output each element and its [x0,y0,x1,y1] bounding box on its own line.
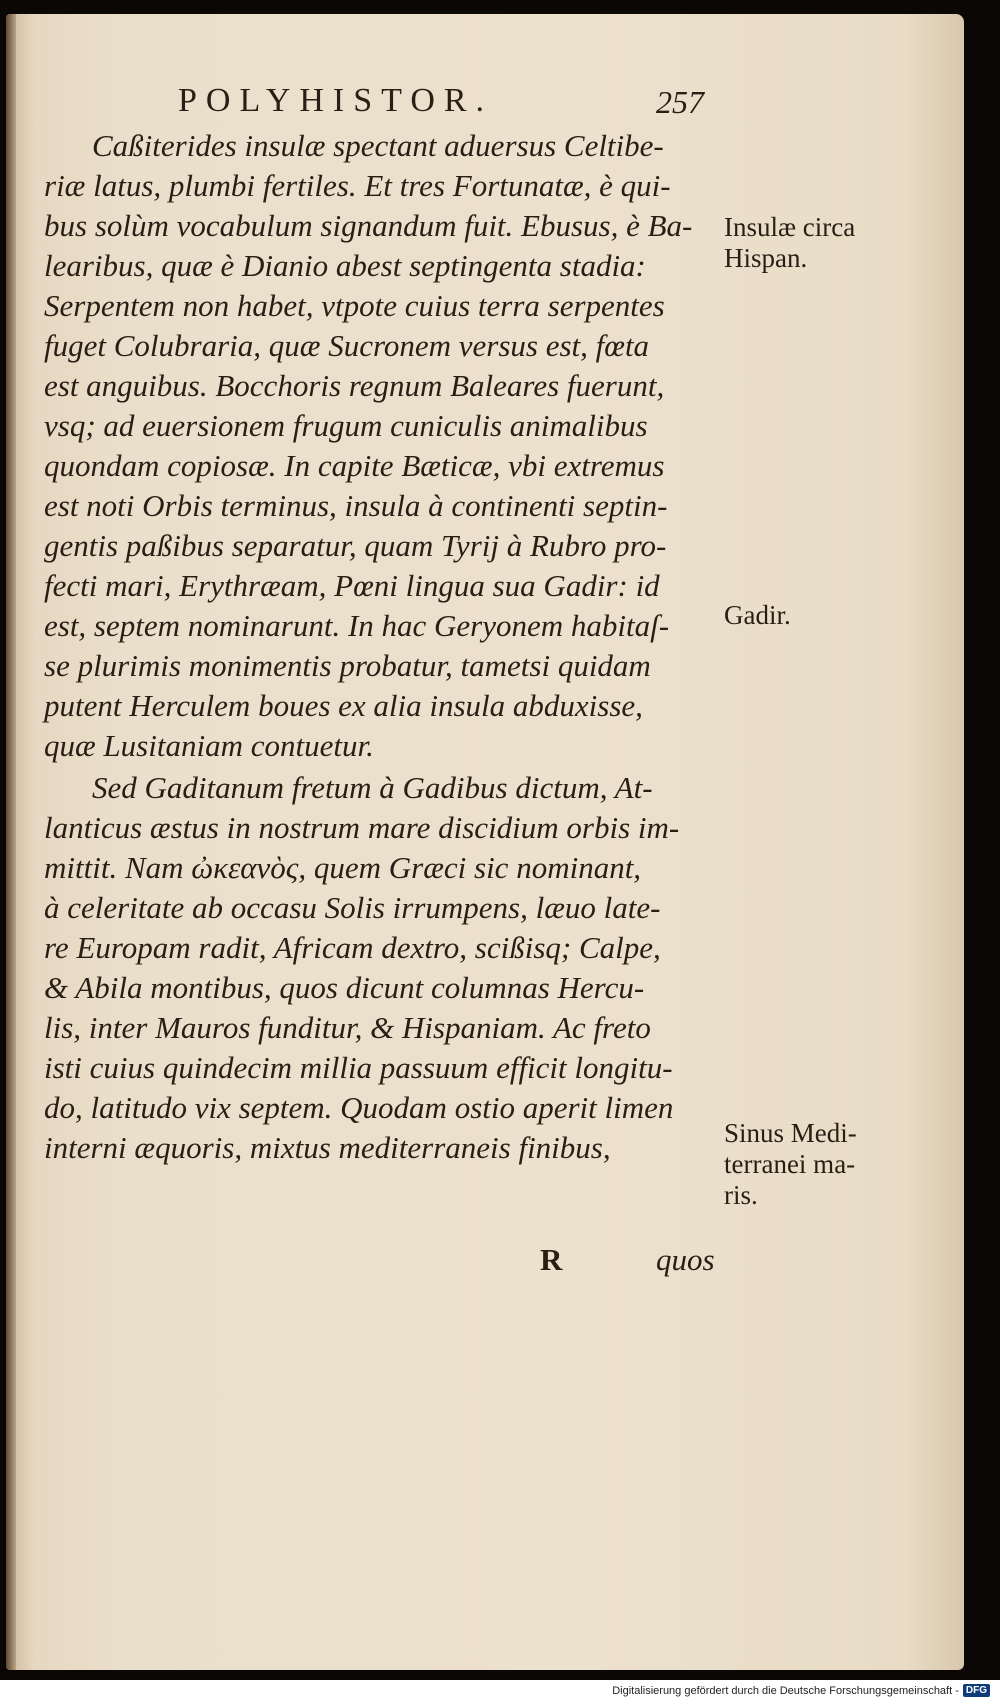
text-line: Sed Gaditanum fretum à Gadibus dictum, At- [92,770,653,805]
margin-note-gadir [724,600,791,631]
text-line: est anguibus. Bocchoris regnum Baleares fuerunt, [44,368,665,403]
running-head: POLYHISTOR. [178,82,494,119]
text-line: gentis paßibus separatur, quam Tyrij à Rubro pro- [44,528,667,563]
text-line: Serpentem non habet, vtpote cuius terra serpentes [44,288,665,323]
digitization-footer [612,1684,990,1697]
margin-note-line: ris. [724,1180,758,1210]
text-line: vsq; ad euersionem frugum cuniculis animalibus [44,408,648,443]
text-line: isti cuius quindecim millia passuum efficit longitu- [44,1050,673,1085]
text-line: lanticus æstus in nostrum mare discidium orbis im- [44,810,680,845]
page-number: 257 [656,84,704,120]
text-line: do, latitudo vix septem. Quodam ostio aperit limen [44,1090,674,1125]
text-line: riæ latus, plumbi fertiles. Et tres Fortunatæ, è qui- [44,168,671,203]
book-page [6,14,964,1670]
text-line: mittit. Nam ὠκεανὸς, quem Græci sic nominant, [44,850,642,885]
text-line: learibus, quæ è Dianio abest septingenta stadia: [44,248,646,283]
text-line: quondam copiosæ. In capite Bæticæ, vbi extremus [44,448,665,483]
text-line: se plurimis monimentis probatur, tametsi quidam [44,648,651,683]
margin-note-line: terranei ma- [724,1149,856,1179]
margin-note-line: Hispan. [724,243,808,273]
text-line: interni æquoris, mixtus mediterraneis finibus, [44,1130,611,1165]
body-text [44,126,724,1168]
dfg-logo-icon: DFG [963,1684,990,1697]
signature-mark: R [540,1242,563,1277]
footer-credit: Digitalisierung gefördert durch die Deutsche Forschungsgemeinschaft - [612,1684,959,1697]
text-line: quæ Lusitaniam contuetur. [44,728,374,763]
text-line: est, septem nominarunt. In hac Geryonem habitaſ- [44,608,670,643]
text-line: est noti Orbis terminus, insula à continenti septin- [44,488,668,523]
text-line: à celeritate ab occasu Solis irrumpens, læuo late- [44,890,661,925]
catchword: quos [656,1242,715,1277]
text-line: fuget Colubraria, quæ Sucronem versus est, fœta [44,328,650,363]
text-line: lis, inter Mauros funditur, & Hispaniam. Ac freto [44,1010,651,1045]
margin-note-sinus [724,1118,857,1211]
margin-note-insulae [724,212,855,274]
margin-note-line: Insulæ circa [724,212,856,242]
text-line: Caßiterides insulæ spectant aduersus Celtibe- [92,128,664,163]
text-line: & Abila montibus, quos dicunt columnas Hercu- [44,970,645,1005]
margin-note-line: Gadir. [724,600,791,630]
text-line: fecti mari, Erythræam, Pœni lingua sua Gadir: id [44,568,660,603]
text-line: putent Herculem boues ex alia insula abduxisse, [44,688,643,723]
text-line: re Europam radit, Africam dextro, scißisq; Calpe, [44,930,661,965]
catchword-row [44,1242,724,1282]
margin-note-line: Sinus Medi- [724,1118,857,1148]
text-line: bus solùm vocabulum signandum fuit. Ebusus, è Ba- [44,208,693,243]
